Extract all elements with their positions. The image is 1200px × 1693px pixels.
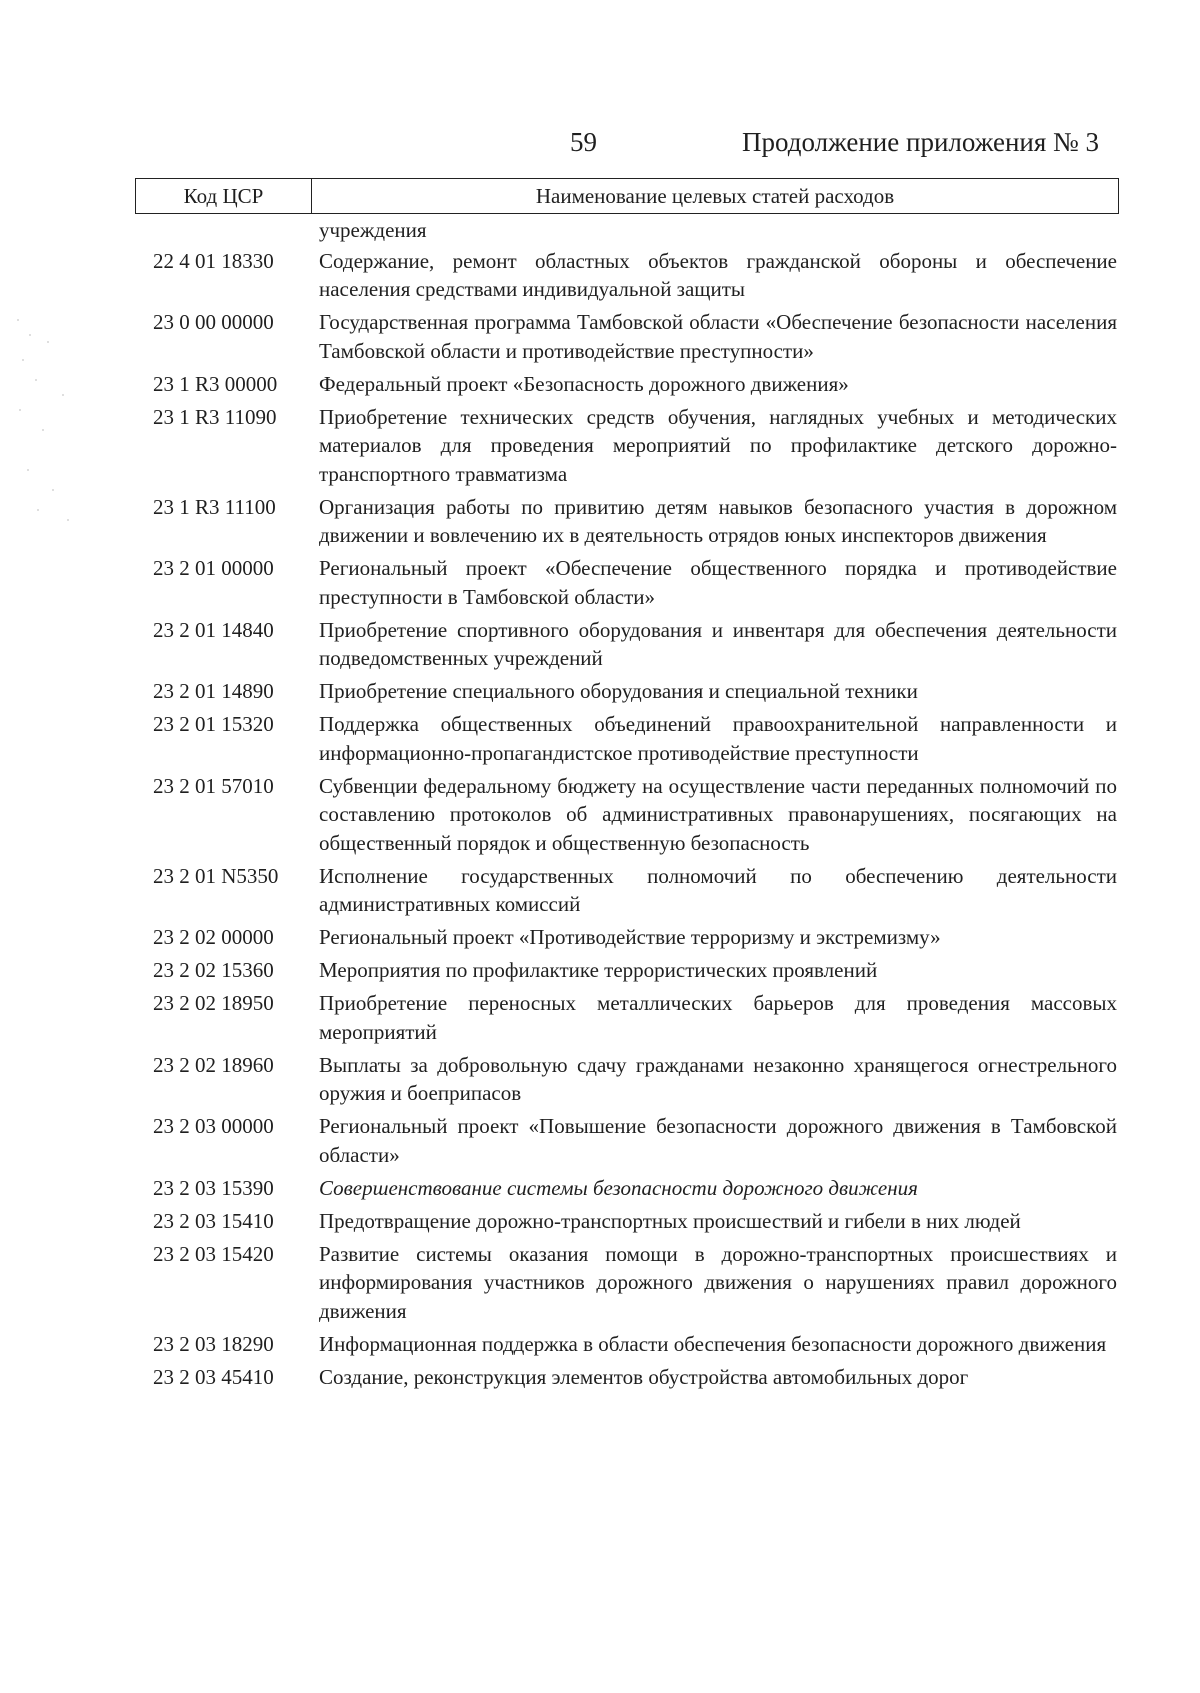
row-name: Предотвращение дорожно-транспортных происшествий и гибели в них людей	[319, 1208, 1021, 1233]
row-code: 23 2 02 18960	[153, 1052, 274, 1077]
row-code: 23 2 03 18290	[153, 1331, 274, 1356]
row-name: Региональный проект «Обеспечение общественного порядка и противодействие преступности в Тамбовской области»	[319, 556, 1117, 609]
table-header	[135, 178, 1119, 214]
row-code: 23 2 01 15320	[153, 712, 274, 736]
table-row	[135, 956, 1119, 985]
table-row	[135, 1051, 1119, 1108]
table-row	[135, 862, 1119, 919]
row-code: 23 2 01 N5350	[153, 863, 279, 888]
row-name: Информационная поддержка в области обеспечения безопасности дорожного движения	[319, 1331, 1107, 1356]
row-name: Содержание, ремонт областных объектов гражданской обороны и обеспечение населения средствами индивидуальной защиты	[319, 248, 1117, 301]
row-code: 23 0 00 00000	[153, 310, 274, 334]
row-name: Приобретение переносных металлических барьеров для проведения массовых мероприятий	[319, 991, 1117, 1044]
page-number: 59	[570, 127, 597, 157]
row-name: Региональный проект «Противодействие терроризму и экстремизму»	[319, 925, 941, 949]
row-name: Субвенции федеральному бюджету на осуществление части переданных полномочий по составлению протоколов об административных правонарушениях, посягающих на общественный порядок и общественную безопасность	[319, 773, 1117, 855]
appendix-continuation-heading: Продолжение приложения № 3	[742, 127, 1100, 157]
table-body	[135, 216, 1119, 1396]
row-code: 23 1 R3 11100	[153, 494, 276, 519]
row-name: Приобретение технических средств обучения, наглядных учебных и методических материалов для проведения мероприятий по профилактике детского дорожно-транспортного травматизма	[319, 404, 1117, 486]
table-row	[135, 1174, 1119, 1203]
row-name: Государственная программа Тамбовской области «Обеспечение безопасности населения Тамбовской области и противодействие преступности»	[319, 310, 1117, 363]
table-row	[135, 554, 1119, 611]
row-code: 23 2 01 57010	[153, 773, 274, 798]
table-row	[135, 403, 1119, 489]
row-code: 23 1 R3 00000	[153, 371, 278, 396]
table-row	[135, 308, 1119, 365]
table-row	[135, 616, 1119, 673]
row-name: Развитие системы оказания помощи в дорожно-транспортных происшествиях и информирования участников дорожного движения о нарушениях правил дорожного движения	[319, 1241, 1117, 1323]
table-row	[135, 710, 1119, 767]
row-name: Создание, реконструкция элементов обустройства автомобильных дорог	[319, 1364, 969, 1389]
row-code: 23 2 01 14890	[153, 679, 274, 703]
row-code: 23 2 03 15410	[153, 1208, 274, 1233]
row-code: 23 2 03 00000	[153, 1114, 274, 1138]
column-header-code: Код ЦСР	[136, 179, 312, 213]
row-code: 23 2 03 45410	[153, 1364, 274, 1389]
table-row	[135, 493, 1119, 550]
row-name: Совершенствование системы безопасности дорожного движения	[319, 1175, 918, 1200]
table-row	[135, 370, 1119, 399]
table-row	[135, 989, 1119, 1046]
row-code: 23 2 02 00000	[153, 925, 274, 949]
row-name: Мероприятия по профилактике террористических проявлений	[319, 958, 878, 982]
table-row	[135, 216, 1119, 245]
table-row	[135, 1207, 1119, 1236]
row-code: 23 1 R3 11090	[153, 404, 277, 429]
row-name: Поддержка общественных объединений правоохранительной направленности и информационно-пропагандистское противодействие преступности	[319, 712, 1117, 765]
scan-noise	[8, 300, 88, 550]
table-row	[135, 1240, 1119, 1326]
row-name: Организация работы по привитию детям навыков безопасного участия в дорожном движении и вовлечению их в деятельность отрядов юных инспекторов движения	[319, 494, 1117, 547]
row-name: Исполнение государственных полномочий по обеспечению деятельности административных комиссий	[319, 863, 1117, 916]
row-code: 23 2 03 15390	[153, 1175, 274, 1200]
row-name: учреждения	[319, 218, 427, 242]
row-code: 23 2 01 00000	[153, 556, 274, 580]
row-code: 23 2 02 15360	[153, 958, 274, 982]
table-row	[135, 677, 1119, 706]
row-name: Региональный проект «Повышение безопасности дорожного движения в Тамбовской области»	[319, 1114, 1117, 1167]
row-code: 23 2 02 18950	[153, 991, 274, 1015]
row-name: Выплаты за добровольную сдачу гражданами незаконно хранящегося огнестрельного оружия и боеприпасов	[319, 1052, 1117, 1105]
table-row	[135, 772, 1119, 858]
row-code: 23 2 01 14840	[153, 617, 274, 642]
column-header-name: Наименование целевых статей расходов	[535, 183, 895, 208]
table-row	[135, 1112, 1119, 1169]
row-name: Приобретение спортивного оборудования и инвентаря для обеспечения деятельности подведомственных учреждений	[319, 617, 1117, 670]
row-name: Федеральный проект «Безопасность дорожного движения»	[319, 371, 849, 396]
table-row	[135, 1330, 1119, 1359]
table-row	[135, 923, 1119, 952]
row-code: 23 2 03 15420	[153, 1241, 274, 1266]
row-name: Приобретение специального оборудования и специальной техники	[319, 679, 918, 703]
row-code: 22 4 01 18330	[153, 248, 274, 273]
table-row	[135, 247, 1119, 304]
table-row	[135, 1363, 1119, 1392]
